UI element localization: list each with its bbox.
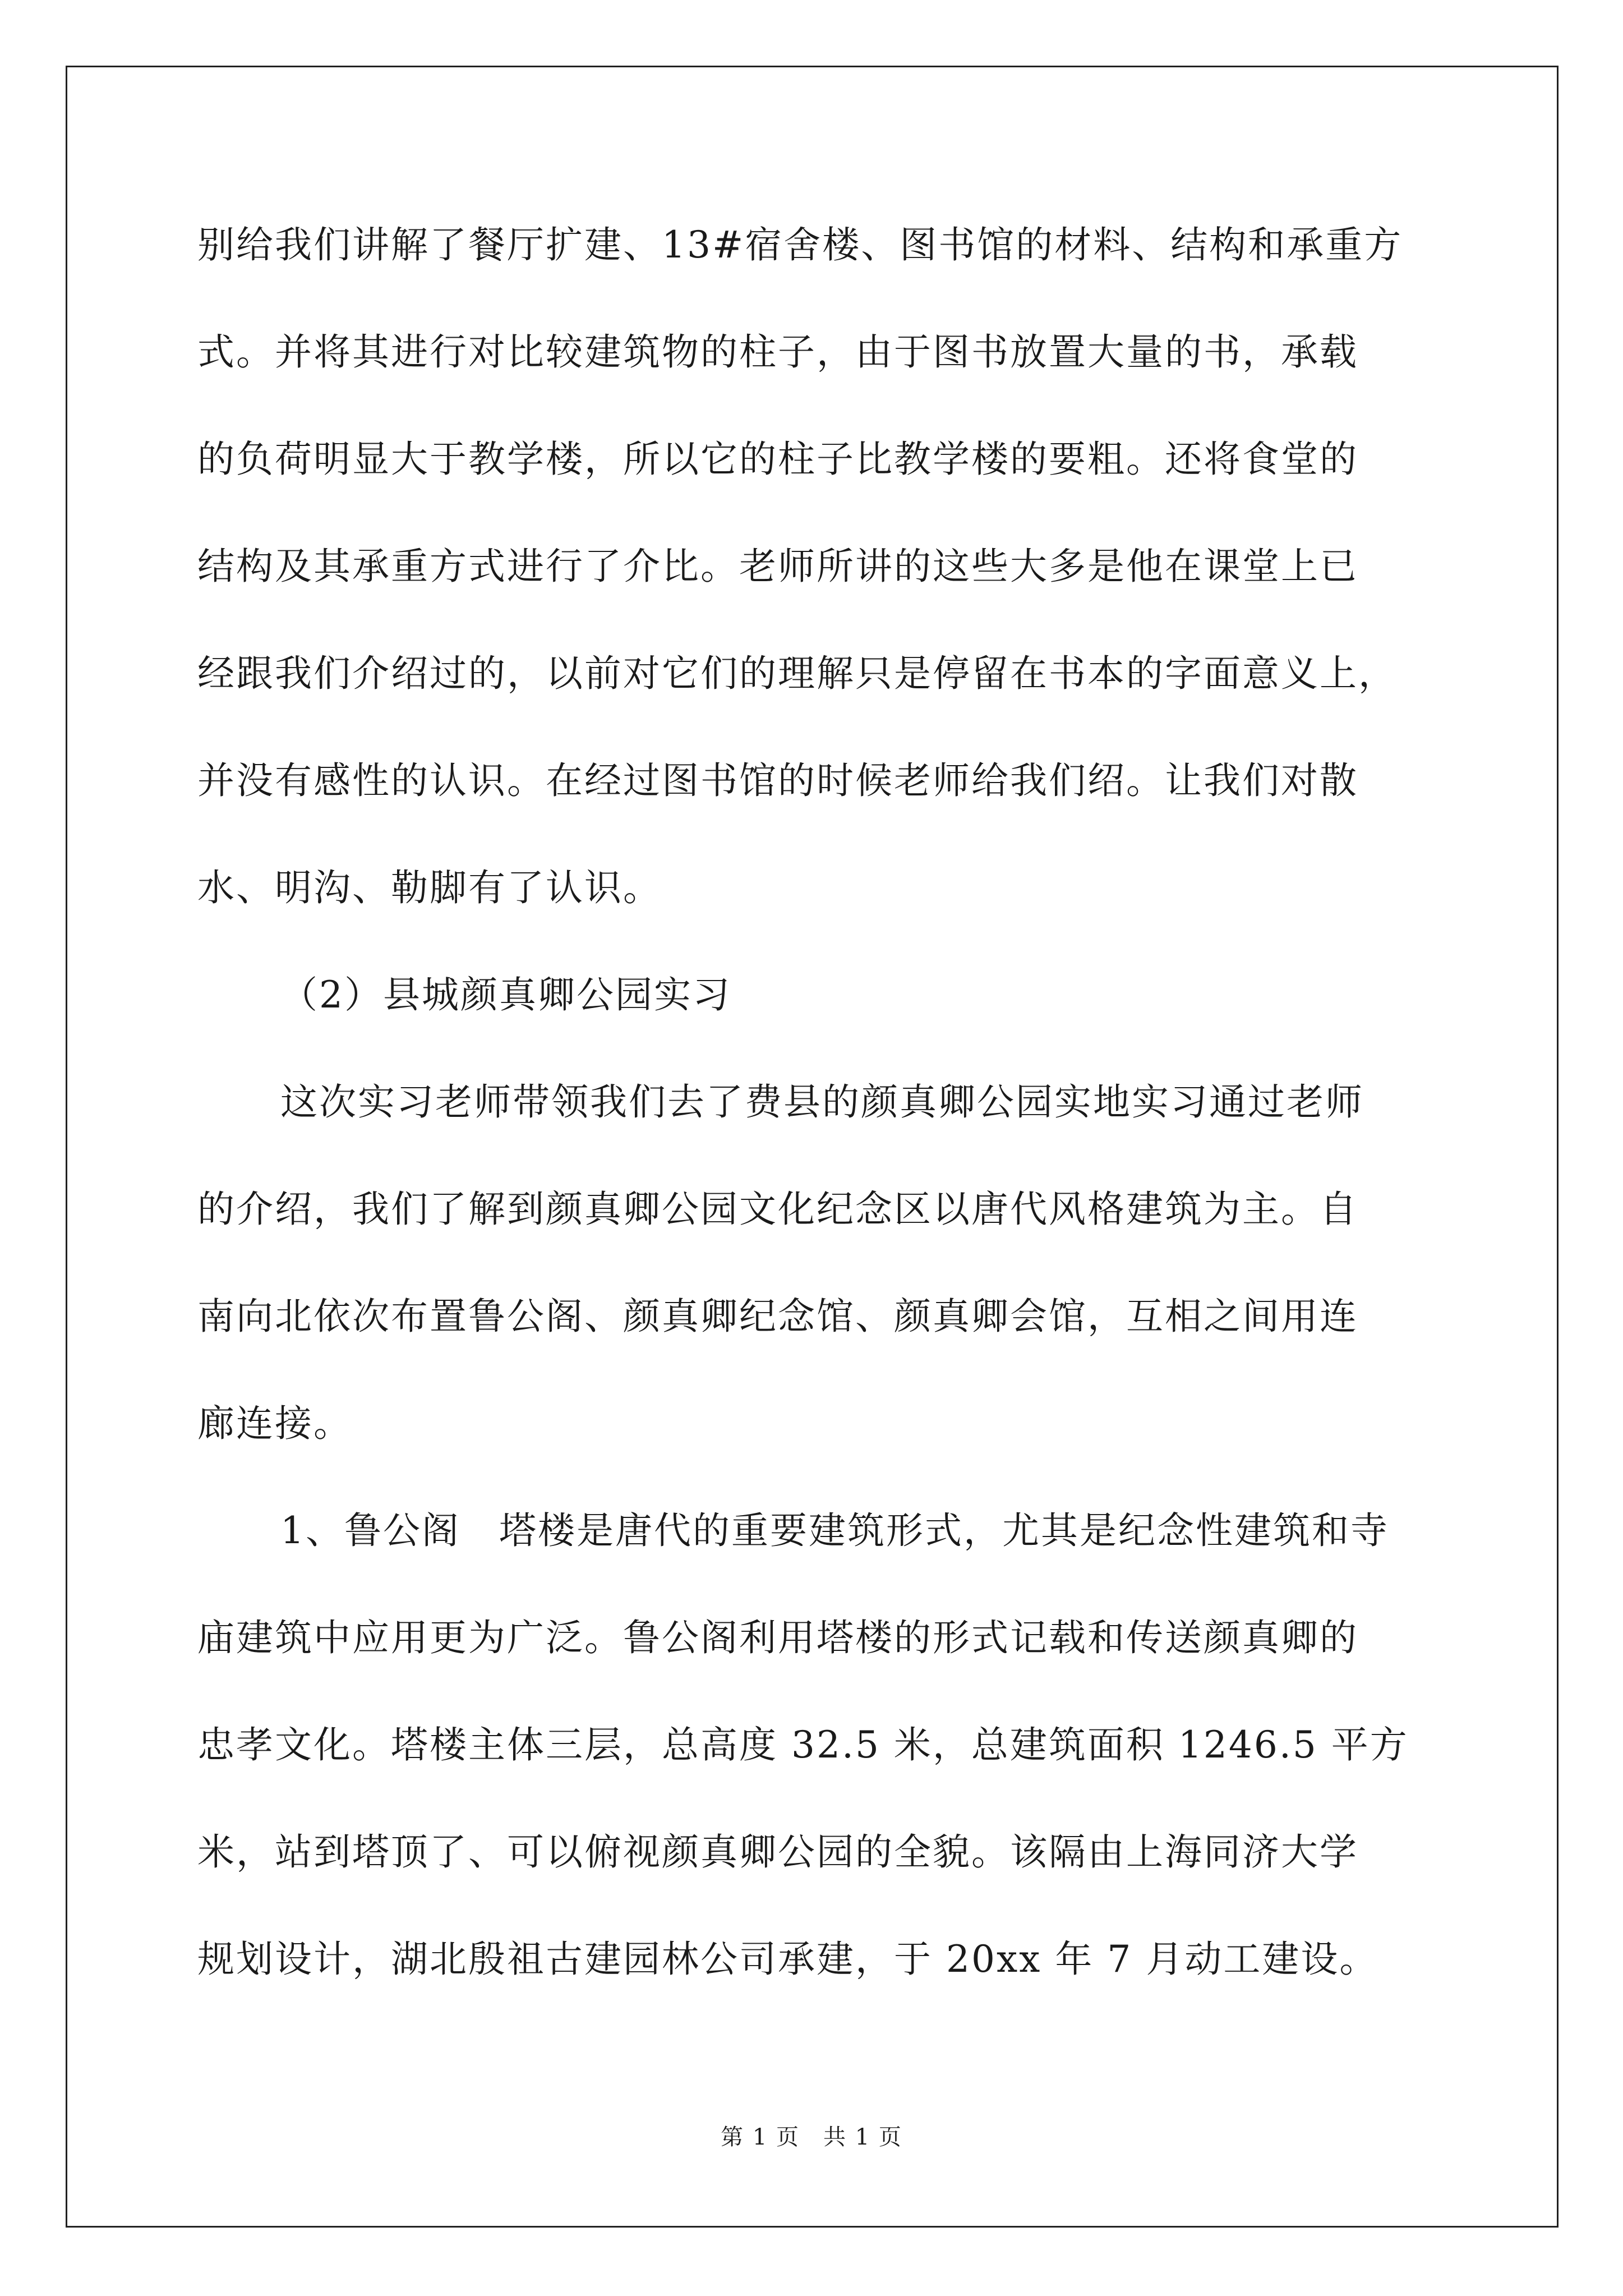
body-text-line: 的负荷明显大于教学楼，所以它的柱子比教学楼的要粗。还将食堂的: [197, 438, 1358, 481]
body-text-line: 南向北依次布置鲁公阁、颜真卿纪念馆、颜真卿会馆，互相之间用连: [197, 1295, 1358, 1338]
body-text-line: 经跟我们介绍过的，以前对它们的理解只是停留在书本的字面意义上，: [197, 652, 1397, 695]
section-heading: （2）县城颜真卿公园实习: [280, 973, 731, 1016]
body-text-line: 廊连接。: [197, 1402, 352, 1445]
body-text-line: 规划设计，湖北殷祖古建园林公司承建，于 20xx 年 7 月动工建设。: [197, 1938, 1378, 1981]
body-text-line: 结构及其承重方式进行了介比。老师所讲的这些大多是他在课堂上已: [197, 545, 1358, 588]
page-border: [66, 66, 1559, 2228]
body-text-line: 水、明沟、勒脚有了认识。: [197, 866, 662, 909]
page-footer: 第 1 页 共 1 页: [721, 2124, 902, 2150]
body-text-line: 式。并将其进行对比较建筑物的柱子，由于图书放置大量的书，承载: [197, 330, 1358, 374]
body-text-line: 庙建筑中应用更为广泛。鲁公阁利用塔楼的形式记载和传送颜真卿的: [197, 1616, 1358, 1659]
body-text-line: 1、鲁公阁 塔楼是唐代的重要建筑形式，尤其是纪念性建筑和寺: [280, 1509, 1389, 1552]
body-text-line: 别给我们讲解了餐厅扩建、13#宿舍楼、图书馆的材料、结构和承重方: [197, 223, 1403, 266]
body-text-line: 米，站到塔顶了、可以俯视颜真卿公园的全貌。该隔由上海同济大学: [197, 1830, 1358, 1874]
body-text-line: 的介绍，我们了解到颜真卿公园文化纪念区以唐代风格建筑为主。自: [197, 1188, 1358, 1231]
body-text-line: 忠孝文化。塔楼主体三层，总高度 32.5 米，总建筑面积 1246.5 平方: [197, 1723, 1409, 1766]
body-text-line: 并没有感性的认识。在经过图书馆的时候老师给我们绍。让我们对散: [197, 759, 1358, 802]
body-text-line: 这次实习老师带领我们去了费县的颜真卿公园实地实习通过老师: [280, 1080, 1364, 1124]
